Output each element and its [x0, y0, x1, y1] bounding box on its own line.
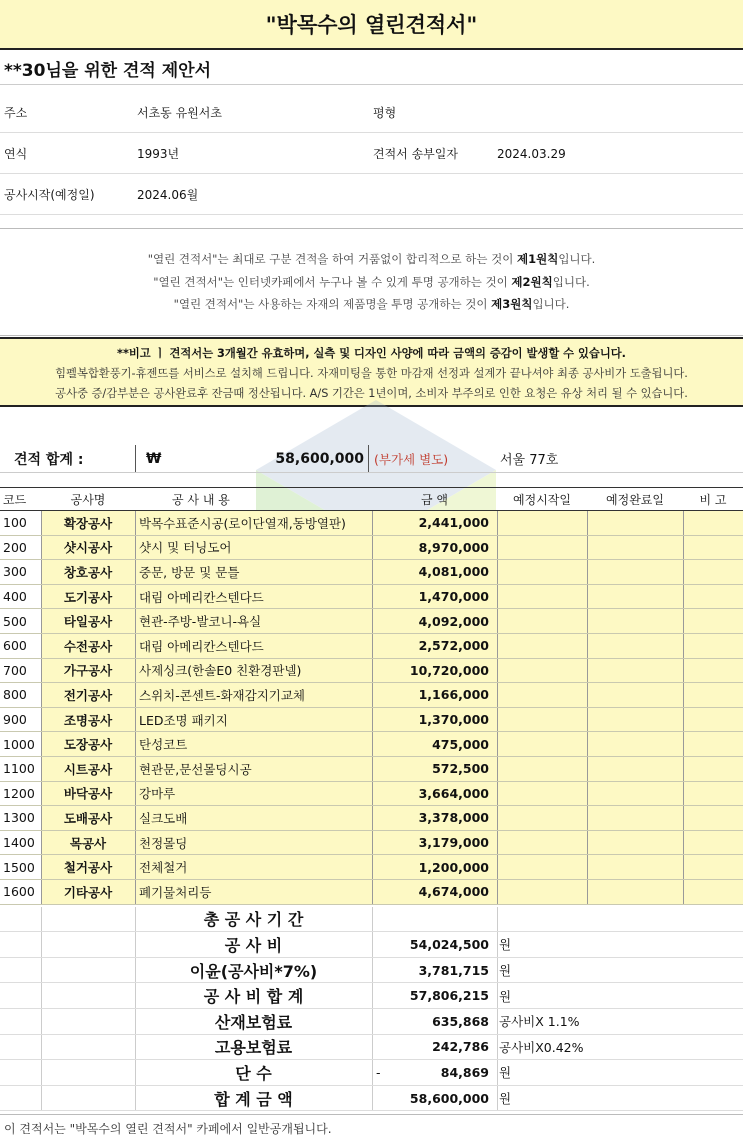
row-amount: 4,092,000 — [372, 609, 497, 633]
header-code: 코드 — [3, 492, 27, 507]
row-work-name: 철거공사 — [41, 855, 135, 879]
row-start-date — [497, 560, 587, 584]
info-row-address — [0, 93, 743, 133]
row-start-date — [497, 536, 587, 560]
summary-prefix: - — [376, 1064, 381, 1080]
row-code: 800 — [3, 687, 27, 703]
header-content: 공 사 내 용 — [172, 492, 230, 507]
summary-label: 단 수 — [235, 1063, 272, 1083]
row-work-name: 기타공사 — [41, 880, 135, 904]
table-row — [0, 536, 743, 561]
row-remarks — [683, 609, 743, 633]
row-work-name: 도장공사 — [41, 732, 135, 756]
summary-amount: 3,781,715 — [418, 962, 489, 978]
row-amount: 3,378,000 — [372, 806, 497, 830]
row-code: 1600 — [3, 884, 35, 900]
table-row — [0, 757, 743, 782]
summary-amount: 54,024,500 — [409, 936, 489, 952]
table-row — [0, 782, 743, 807]
area-value — [497, 93, 617, 132]
note-settlement: 공사중 증/감부분은 공사완료후 잔금때 정산됩니다. A/S 기간은 1년이며, 소비자 부주의로 인한 요청은 유상 처리 될 수 있습니다. — [55, 387, 688, 400]
row-content: 강마루 — [135, 782, 372, 806]
note-service: 힘펠복합환풍기-휴젠뜨를 서비스로 설치해 드립니다. 자재미팅을 통한 마감재 선정과 설계가 끝나셔야 최종 공사비가 도출됩니다. — [55, 367, 688, 380]
currency-symbol: ₩ — [146, 450, 162, 467]
footer-note: 이 견적서는 "박목수의 열린 견적서" 카페에서 일반공개됩니다. — [0, 1114, 743, 1141]
row-content: 실크도배 — [135, 806, 372, 830]
row-start-date — [497, 757, 587, 781]
year-label: 연식 — [4, 147, 28, 161]
row-content: 현관문,문선몰딩시공 — [135, 757, 372, 781]
row-content: 샷시 및 터닝도어 — [135, 536, 372, 560]
row-code: 900 — [3, 712, 27, 728]
row-remarks — [683, 585, 743, 609]
row-code: 1200 — [3, 785, 35, 801]
start-label: 공사시작(예정일) — [4, 188, 95, 202]
row-remarks — [683, 536, 743, 560]
summary-unit — [499, 907, 599, 932]
estimate-total-row — [0, 445, 743, 473]
row-code: 700 — [3, 662, 27, 678]
table-row — [0, 683, 743, 708]
row-content: LED조명 패키지 — [135, 708, 372, 732]
principle-3: "열린 견적서"는 사용하는 자재의 제품명을 투명 공개하는 것이 제3원칙입니다. — [173, 297, 570, 311]
row-remarks — [683, 511, 743, 535]
table-header — [0, 487, 743, 511]
row-code: 1300 — [3, 810, 35, 826]
row-start-date — [497, 880, 587, 904]
row-end-date — [587, 511, 683, 535]
row-work-name: 가구공사 — [41, 659, 135, 683]
total-amount: 58,600,000 — [275, 450, 364, 467]
total-label: 견적 합계 : — [14, 451, 84, 468]
row-remarks — [683, 782, 743, 806]
row-end-date — [587, 757, 683, 781]
row-start-date — [497, 855, 587, 879]
row-end-date — [587, 659, 683, 683]
principle-2: "열린 견적서"는 인터넷카페에서 누구나 볼 수 있게 투명 공개하는 것이 제2원칙입니다. — [153, 275, 590, 289]
row-remarks — [683, 855, 743, 879]
table-row — [0, 855, 743, 880]
row-amount: 4,674,000 — [372, 880, 497, 904]
row-content: 대림 아메리칸스텐다드 — [135, 634, 372, 658]
row-content: 대림 아메리칸스텐다드 — [135, 585, 372, 609]
row-remarks — [683, 659, 743, 683]
proposal-heading: **30님을 위한 견적 제안서 — [0, 52, 743, 85]
row-start-date — [497, 609, 587, 633]
row-code: 1100 — [3, 761, 35, 777]
row-content: 폐기물처리등 — [135, 880, 372, 904]
address-value: 서초동 유원서초 — [137, 106, 222, 120]
summary-row — [0, 1060, 743, 1086]
row-content: 전체철거 — [135, 855, 372, 879]
table-row — [0, 831, 743, 856]
row-work-name: 전기공사 — [41, 683, 135, 707]
row-work-name: 샷시공사 — [41, 536, 135, 560]
row-amount: 3,179,000 — [372, 831, 497, 855]
row-code: 1400 — [3, 835, 35, 851]
row-work-name: 도기공사 — [41, 585, 135, 609]
row-end-date — [587, 708, 683, 732]
summary-unit: 원 — [499, 1091, 512, 1107]
row-remarks — [683, 683, 743, 707]
header-end: 예정완료일 — [606, 492, 664, 507]
summary-unit: 원 — [499, 937, 512, 953]
row-work-name: 바닥공사 — [41, 782, 135, 806]
row-remarks — [683, 831, 743, 855]
row-amount: 4,081,000 — [372, 560, 497, 584]
row-code: 300 — [3, 564, 27, 580]
row-end-date — [587, 831, 683, 855]
row-content: 사제싱크(한솔E0 친환경판넬) — [135, 659, 372, 683]
summary-amount: 635,868 — [432, 1013, 489, 1029]
table-row — [0, 880, 743, 905]
row-content: 스위치-콘센트-화재감지기교체 — [135, 683, 372, 707]
row-end-date — [587, 634, 683, 658]
row-content: 탄성코트 — [135, 732, 372, 756]
document-title: "박목수의 열린견적서" — [0, 0, 743, 50]
row-remarks — [683, 806, 743, 830]
summary-row — [0, 907, 743, 933]
summary-row — [0, 932, 743, 958]
row-end-date — [587, 880, 683, 904]
header-remarks: 비 고 — [699, 492, 727, 507]
table-row — [0, 659, 743, 684]
row-start-date — [497, 634, 587, 658]
table-row — [0, 560, 743, 585]
summary-unit: 원 — [499, 963, 512, 979]
row-remarks — [683, 708, 743, 732]
row-work-name: 조명공사 — [41, 708, 135, 732]
row-amount: 3,664,000 — [372, 782, 497, 806]
row-amount: 1,200,000 — [372, 855, 497, 879]
summary-label: 공 사 비 합 계 — [203, 987, 304, 1007]
summary-unit: 원 — [499, 988, 512, 1004]
row-start-date — [497, 831, 587, 855]
year-value: 1993년 — [137, 147, 180, 161]
row-end-date — [587, 609, 683, 633]
row-end-date — [587, 732, 683, 756]
row-code: 500 — [3, 613, 27, 629]
summary-unit: 공사비X 1.1% — [499, 1014, 580, 1030]
row-amount: 1,166,000 — [372, 683, 497, 707]
table-row — [0, 806, 743, 831]
row-start-date — [497, 683, 587, 707]
row-end-date — [587, 560, 683, 584]
area-label: 평형 — [373, 106, 397, 120]
row-work-name: 도배공사 — [41, 806, 135, 830]
header-amount: 금 액 — [421, 492, 448, 507]
row-code: 1000 — [3, 736, 35, 752]
row-code: 600 — [3, 638, 27, 654]
summary-row — [0, 1086, 743, 1112]
row-end-date — [587, 806, 683, 830]
row-end-date — [587, 782, 683, 806]
row-amount: 1,370,000 — [372, 708, 497, 732]
summary-label: 합 계 금 액 — [214, 1089, 293, 1109]
row-remarks — [683, 757, 743, 781]
summary-label: 이윤(공사비*7%) — [189, 961, 318, 981]
table-row — [0, 634, 743, 659]
row-start-date — [497, 806, 587, 830]
table-row — [0, 609, 743, 634]
row-content: 박목수표준시공(로이단열재,동방열판) — [135, 511, 372, 535]
summary-row — [0, 1035, 743, 1061]
row-remarks — [683, 560, 743, 584]
header-work-name: 공사명 — [70, 492, 106, 507]
row-remarks — [683, 880, 743, 904]
row-content: 중문, 방문 및 문틀 — [135, 560, 372, 584]
summary-label: 고용보험료 — [214, 1038, 293, 1058]
row-start-date — [497, 511, 587, 535]
info-row-start — [0, 175, 743, 215]
summary-amount: 58,600,000 — [409, 1090, 489, 1106]
row-amount: 475,000 — [372, 732, 497, 756]
row-end-date — [587, 585, 683, 609]
row-start-date — [497, 708, 587, 732]
row-start-date — [497, 782, 587, 806]
vat-note: (부가세 별도) — [374, 451, 449, 467]
table-row — [0, 511, 743, 536]
table-row — [0, 732, 743, 757]
summary-row — [0, 958, 743, 984]
row-amount: 10,720,000 — [372, 659, 497, 683]
info-row-year — [0, 134, 743, 174]
summary-label: 산재보험료 — [214, 1012, 293, 1032]
sent-date-value: 2024.03.29 — [497, 146, 566, 161]
row-work-name: 시트공사 — [41, 757, 135, 781]
summary-amount: 84,869 — [440, 1064, 489, 1080]
row-content: 천정몰딩 — [135, 831, 372, 855]
row-amount: 572,500 — [372, 757, 497, 781]
start-value: 2024.06월 — [137, 188, 199, 202]
plate-number: 서울 77호 — [500, 453, 559, 468]
principle-1: "열린 견적서"는 최대로 구분 견적을 하여 거품없이 합리적으로 하는 것이 제1원칙입니다. — [147, 252, 596, 266]
row-code: 100 — [3, 515, 27, 531]
row-work-name: 창호공사 — [41, 560, 135, 584]
row-remarks — [683, 634, 743, 658]
summary-label: 총 공 사 기 간 — [203, 910, 304, 930]
principles-section — [0, 228, 743, 336]
table-row — [0, 585, 743, 610]
row-remarks — [683, 732, 743, 756]
row-work-name: 타일공사 — [41, 609, 135, 633]
address-label: 주소 — [4, 106, 28, 120]
row-start-date — [497, 732, 587, 756]
sent-date-label: 견적서 송부일자 — [373, 147, 458, 161]
row-amount: 1,470,000 — [372, 585, 497, 609]
row-code: 1500 — [3, 859, 35, 875]
row-amount: 2,441,000 — [372, 511, 497, 535]
summary-row — [0, 983, 743, 1009]
header-start: 예정시작일 — [513, 492, 571, 507]
row-start-date — [497, 585, 587, 609]
row-code: 200 — [3, 539, 27, 555]
row-start-date — [497, 659, 587, 683]
summary-unit: 공사비X0.42% — [499, 1039, 584, 1055]
row-work-name: 목공사 — [41, 831, 135, 855]
summary-amount: 242,786 — [432, 1039, 489, 1055]
row-content: 현관-주방-발코니-욕실 — [135, 609, 372, 633]
summary-unit: 원 — [499, 1065, 512, 1081]
row-amount: 2,572,000 — [372, 634, 497, 658]
row-end-date — [587, 683, 683, 707]
table-row — [0, 708, 743, 733]
row-end-date — [587, 855, 683, 879]
summary-amount — [392, 907, 497, 932]
row-work-name: 확장공사 — [41, 511, 135, 535]
notes-section — [0, 337, 743, 407]
note-validity: **비고 ㅣ 견적서는 3개월간 유효하며, 실측 및 디자인 사양에 따라 금액의 증감이 발생할 수 있습니다. — [117, 347, 626, 360]
row-code: 400 — [3, 589, 27, 605]
row-work-name: 수전공사 — [41, 634, 135, 658]
row-end-date — [587, 536, 683, 560]
row-amount: 8,970,000 — [372, 536, 497, 560]
summary-label: 공 사 비 — [224, 935, 283, 955]
summary-amount: 57,806,215 — [409, 988, 489, 1004]
summary-row — [0, 1009, 743, 1035]
